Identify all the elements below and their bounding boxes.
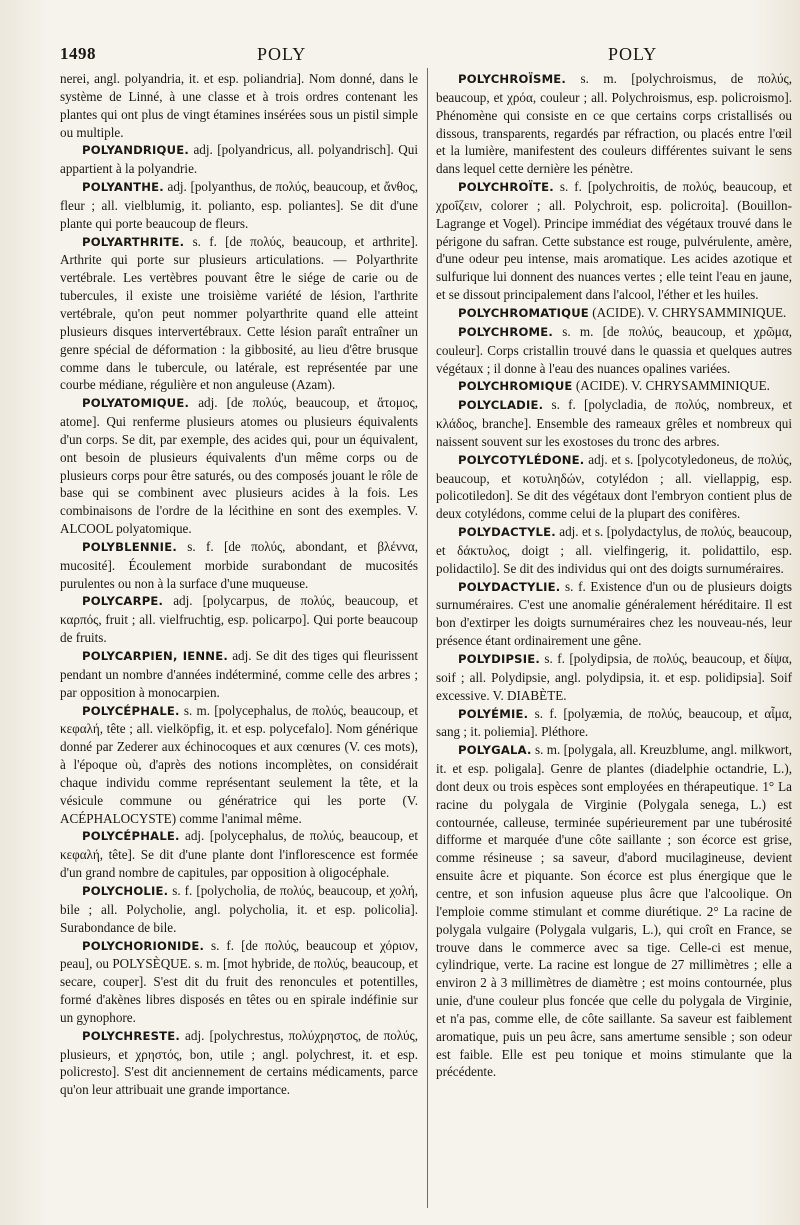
entry-text: adj. [polycephalus, de πολύς, beaucoup, et κεφαλή, tête]. Se dit d'une plante dont l'inflorescence est formée d'un grand nombre de capitules, par opposition à oligocéphale. (60, 828, 418, 881)
entry-headword: POLYANDRIQUE. (82, 143, 189, 158)
running-head-right: POLY (608, 44, 658, 64)
entry-headword: POLYCHRESTE. (82, 1028, 180, 1043)
dictionary-entry (60, 937, 418, 1027)
entry-headword: POLYCHROMIQUE (458, 379, 573, 394)
entry-headword: POLYGALA. (458, 743, 532, 758)
dictionary-entry (60, 233, 418, 395)
entry-headword: POLYDACTYLIE. (458, 579, 561, 594)
entry-text: s. m. [polygala, all. Kreuzblume, angl. milkwort, it. et esp. poligala]. Genre de plantes (diadelphie octandrie, L.), dont deux ou trois espèces sont employées en thérapeutique. 1° La racine du polygala de Virginie (Polygala senega, L.) est contournée, calleuse, terminée supérieurement par une tubérosité difforme et marquée d'une côte saillante ; son écorce est grise, comme résineuse ; sa saveur, d'abord mucilagineuse, devient ensuite âcre et piquante. Son écorce est plus énergique que le centre, et son infusion aqueuse plus âcre que l'alcoolique. On l'emploie comme stimulant et comme diurétique. 2° La racine de polygala vulgaire (Polygala vulgaris, L.), qui croît en France, se trouve dans le commerce avec sa tige. Celle-ci est menue, cylindrique, verte. La racine est longue de 27 millimètres ; elle a environ 2 à 3 millimètres de diamètre ; est moins contournée, plus unie, d'une couleur plus foncée que celle du polygala de Virginie, et n'a pas, comme elle, de côte saillante. Sa saveur est faiblement aromatique, puis un peu âcre, sans amertume sensible ; son odeur est faible. Elle est peu tonique et moins stimulante que la précédente. (436, 742, 792, 1080)
entry-headword: POLYDIPSIE. (458, 652, 540, 666)
entry-text: s. f. [de πολύς, abondant, et βλέννα, mucosité]. Écoulement morbide surabondant de mucosités purulentes ou non à la surface d'une muqueuse. (60, 538, 418, 591)
left-column (60, 70, 418, 1099)
entry-text: adj. [polyandricus, all. polyandrisch]. Qui appartient à la polyandrie. (60, 142, 418, 177)
entry-headword: POLYANTHE. (82, 180, 164, 195)
entry-text: nerei, angl. polyandria, it. et esp. poliandria]. Nom donné, dans le système de Linné, à une classe et à trois ordres contenant les plantes qui ont plus de vingt étamines insérées sous un pistil simple ou multiple. (60, 71, 418, 140)
entry-headword: POLYÉMIE. (458, 706, 529, 721)
entry-text: adj. et s. [polydactylus, de πολύς, beaucoup, et δάκτυλος, doigt ; all. vielfingerig, it. polidattilo, esp. polidactilo]. Se dit des individus qui ont des doigts surnuméraires. (436, 524, 792, 576)
entry-headword: POLYCÉPHALE. (82, 703, 180, 718)
dictionary-entry (436, 705, 792, 742)
entry-headword: POLYCÉPHALE. (82, 829, 180, 844)
dictionary-entry (436, 578, 792, 650)
running-head-left: POLY (257, 44, 307, 64)
page-header (60, 40, 740, 70)
entry-text: adj. [polycarpus, de πολύς, beaucoup, et καρπός, fruit ; all. vielfruchtig, esp. policarpo]. Qui porte beaucoup de fruits. (60, 593, 418, 646)
entry-text: s. m. [de πολύς, beaucoup, et χρῶμα, couleur]. Corps cristallin trouvé dans le quassia et quelques autres végétaux ; il donne à l'eau des nuances opalines variées. (436, 323, 792, 376)
entry-text: adj. et s. [polycotyledoneus, de πολύς, beaucoup, et κοτυληδών, cotylédon ; all. viellappig, esp. policotiledon]. Se dit des végétaux dont l'embryon contient plus de deux cotylédons, comme celui de la plupart des conifères. (436, 451, 792, 522)
dictionary-entry (60, 141, 418, 178)
page-number: 1498 (60, 44, 96, 63)
entry-text: s. m. [polycephalus, de πολύς, beaucoup, et κεφαλή, tête ; all. vielköpfig, it. et esp. polycefalo]. Nom générique donné par Zederer aux échinocoques et aux cœnures (V. ces mots), à l'époque où, d'après des notions incomplètes, on considérait chaque individu comme représentant seulement la tête, et la vésicule commune ou génératrice qui les porte (V. ACÉPHALOCYSTE) comme l'animal même. (60, 702, 418, 826)
entry-headword: POLYATOMIQUE. (82, 396, 190, 411)
entry-headword: POLYCHORIONIDE. (82, 938, 205, 953)
entry-headword: POLYCHROMATIQUE (458, 305, 589, 320)
entry-headword: POLYCHROÏSME. (458, 72, 567, 86)
entry-headword: POLYCLADIE. (458, 398, 544, 413)
right-column (436, 70, 792, 1081)
entry-text: s. f. [polydipsia, de πολύς, beaucoup, et δίψα, soif ; all. Polydipsie, angl. polydipsia, it. et esp. polidipsia]. Soif excessive. V. DIABÈTE. (436, 651, 792, 703)
dictionary-entry (436, 377, 792, 396)
entry-headword: POLYCHOLIE. (82, 883, 169, 898)
entry-text: s. f. [polycladia, de πολύς, nombreux, et κλάδος, branche]. Ensemble des rameaux grêles et nombreux qui naissent souvent sur les exostoses du tronc des arbres. (436, 397, 792, 449)
entry-text: (ACIDE). V. CHRYSAMMINIQUE. (575, 378, 770, 394)
entry-headword: POLYCHROÏTE. (458, 180, 554, 195)
entry-headword: POLYCOTYLÉDONE. (458, 452, 585, 467)
entry-text: s. m. [polychroismus, de πολύς, beaucoup, et χρόα, couleur ; all. Polychroismus, esp. policroismo]. Phénomène qui consiste en ce que certains corps cristallisés ou dissous, transparents, regardés par réfraction, ou placés entre l'œil et la lumière, manifestent des couleurs différentes suivant le sens dans lequel cette dernière les pénètre. (436, 71, 792, 177)
entry-text: s. f. Existence d'un ou de plusieurs doigts surnuméraires. C'est une anomalie généralement héréditaire. Il est bon d'extirper les doigts surnuméraires chez les nouveau-nés, leur présence étant ordinairement une gêne. (436, 578, 792, 649)
entry-text: adj. [de πολύς, beaucoup, et ἄτομος, atome]. Qui renferme plusieurs atomes ou plusieurs équivalents d'un corps. Se dit, par exemple, des acides qui, pour un équivalent, ont besoin de plusieurs équivalents d'un même corps ou de plusieurs corps pour être saturés, ou des composés jouant le rôle de base qui se combinent avec plusieurs acides à la fois. Les combinaisons de l'ordre de la lécithine en sont des exemples. V. ALCOOL polyatomique. (60, 395, 418, 537)
dictionary-entry (436, 523, 792, 578)
entry-headword: POLYCHROME. (458, 324, 553, 339)
dictionary-entry (436, 323, 792, 378)
dictionary-entry (60, 538, 418, 593)
dictionary-entry (436, 70, 792, 178)
dictionary-entry (436, 451, 792, 523)
dictionary-entry (60, 827, 418, 882)
entry-text: s. f. [polychroitis, de πολύς, beaucoup, et χροΐζειν, colorer ; all. Polychroit, esp. policroita]. (Bouillon-Lagrange et Vogel). Principe immédiat des végétaux trouvé dans le périgone du safran. Cette substance est rouge, pulvérulente, amère, d'une odeur peu intense, mais aromatique. Les acides azotique et sulfurique lui donnent des nuances vertes ; elle teint l'eau en jaune, et se dissout principalement dans l'alcool, l'éther et les huiles. (436, 179, 792, 303)
entry-text: adj. [polyanthus, de πολύς, beaucoup, et ἄνθος, fleur ; all. vielblumig, it. polianto, esp. poliantes]. Se dit d'une plante qui porte beaucoup de fleurs. (60, 179, 418, 231)
dictionary-entry (436, 741, 792, 1081)
dictionary-entry (60, 702, 418, 828)
dictionary-entry (60, 394, 418, 538)
entry-text: adj. [polychrestus, πολύχρηστος, de πολύς, plusieurs, et χρηστός, bon, utile ; angl. polychrest, it. et esp. policresto]. S'est dit anciennement de certains médicaments, parce qu'on leur attribuait une grande importance. (60, 1027, 418, 1098)
entry-text: s. f. [polyæmia, de πολύς, beaucoup, et αἷμα, sang ; it. poliemia]. Pléthore. (436, 705, 792, 740)
entry-headword: POLYDACTYLE. (458, 525, 556, 540)
dictionary-entry (436, 396, 792, 451)
dictionary-entry (436, 178, 792, 304)
entry-headword: POLYCARPE. (82, 594, 164, 609)
dictionary-entry (60, 1027, 418, 1099)
column-divider (427, 68, 428, 1208)
dictionary-entry (60, 592, 418, 647)
entry-text: adj. Se dit des tiges qui fleurissent pendant un nombre d'années indéterminé, comme celle des arbres ; par opposition à monocarpien. (60, 648, 418, 700)
dictionary-entry (60, 647, 418, 702)
dictionary-entry (60, 178, 418, 233)
entry-headword: POLYCARPIEN, IENNE. (82, 649, 228, 663)
entry-headword: POLYARTHRITE. (82, 234, 185, 249)
entry-text: s. f. [de πολύς, beaucoup, et arthrite]. Arthrite qui porte sur plusieurs articulations. — Polyarthrite vertébrale. Les vertèbres pouvant être le siége de carie ou de tubercules, il existe une troisième variété de lésion, l'arthrite vertébrale, qu'on peut nommer polyarthrite quand elle atteint plusieurs disques intervertébraux. Cette lésion paraît entraîner un genre spécial de déformation : la gibbosité, au lieu d'être brusque comme dans le tubercule, ou latérale, est représentée par une courbe médiane, régulière et non anguleuse (Azam). (60, 233, 418, 393)
dictionary-entry (436, 304, 792, 323)
dictionary-entry (60, 882, 418, 937)
entry-text: s. f. [polycholia, de πολύς, beaucoup, et χολή, bile ; all. Polycholie, angl. polycholia, it. et esp. policolia]. Surabondance de bile. (60, 882, 418, 935)
dictionary-entry (436, 650, 792, 705)
dictionary-entry (60, 70, 418, 141)
entry-text: (ACIDE). V. CHRYSAMMINIQUE. (592, 304, 787, 320)
entry-text: s. f. [de πολύς, beaucoup et χόριον, peau], ou POLYSÈQUE. s. m. [mot hybride, de πολύς, beaucoup, et secare, couper]. S'est dit du fruit des renoncules et potentilles, formé d'akènes libres disposés en têtes ou en spirale indéfinie sur un gynophore. (60, 937, 418, 1025)
entry-headword: POLYBLENNIE. (82, 539, 177, 554)
